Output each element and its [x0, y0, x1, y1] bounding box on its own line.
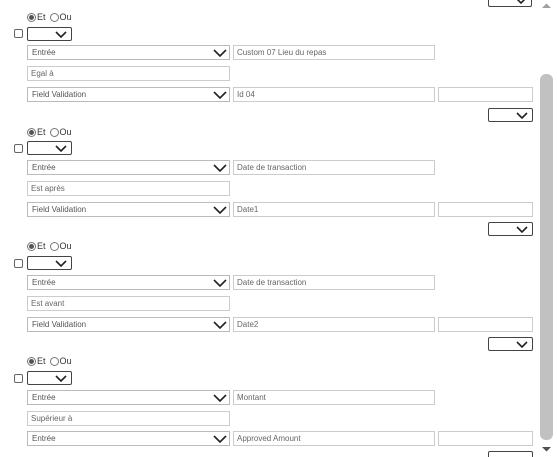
- action-select[interactable]: [488, 337, 533, 351]
- condition-value: Supérieur à: [31, 414, 73, 423]
- row-checkbox[interactable]: [14, 144, 23, 153]
- source-select-value: Entrée: [32, 393, 56, 402]
- condition-field[interactable]: [27, 66, 230, 81]
- scroll-down-arrow-icon[interactable]: [540, 446, 553, 453]
- scrollbar-thumb[interactable]: [540, 74, 553, 440]
- field-input[interactable]: [233, 390, 435, 405]
- source-select-value: Entrée: [32, 48, 56, 57]
- radio-et-label: Et: [37, 356, 46, 366]
- operator-select[interactable]: [27, 141, 72, 155]
- compare-source-select[interactable]: [27, 87, 230, 102]
- action-select[interactable]: [488, 108, 533, 122]
- radio-et-label: Et: [37, 12, 46, 22]
- source-select[interactable]: [27, 45, 230, 60]
- compare-value: Date1: [237, 205, 259, 214]
- field-input[interactable]: [233, 160, 435, 175]
- radio-ou[interactable]: [50, 13, 59, 22]
- radio-ou[interactable]: [50, 242, 59, 251]
- source-select[interactable]: [27, 275, 230, 290]
- extra-input[interactable]: [438, 317, 533, 332]
- compare-value-input[interactable]: [233, 87, 435, 102]
- row-checkbox[interactable]: [14, 374, 23, 383]
- extra-input[interactable]: [438, 431, 533, 446]
- extra-input[interactable]: [438, 202, 533, 217]
- chevron-down-icon: [55, 375, 67, 382]
- operator-radio-group: [27, 126, 76, 138]
- chevron-down-icon: [515, 0, 527, 4]
- condition-field[interactable]: [27, 296, 230, 311]
- condition-field[interactable]: [27, 411, 230, 426]
- radio-ou[interactable]: [50, 357, 59, 366]
- radio-et[interactable]: [27, 357, 36, 366]
- top-dropdown[interactable]: [488, 0, 532, 7]
- source-select-value: Entrée: [32, 163, 56, 172]
- radio-et[interactable]: [27, 242, 36, 251]
- operator-select[interactable]: [27, 256, 72, 270]
- chevron-down-icon: [516, 341, 528, 348]
- operator-select[interactable]: [27, 371, 72, 385]
- chevron-down-icon: [213, 91, 227, 99]
- chevron-down-icon: [213, 279, 227, 287]
- chevron-down-icon: [516, 226, 528, 233]
- condition-field[interactable]: [27, 181, 230, 196]
- scroll-up-arrow-icon[interactable]: [540, 2, 553, 9]
- radio-ou-label: Ou: [59, 127, 72, 137]
- operator-select[interactable]: [27, 27, 72, 41]
- operator-radio-group: [27, 240, 76, 252]
- compare-value: Id 04: [237, 90, 255, 99]
- chevron-down-icon: [55, 260, 67, 267]
- condition-value: Est après: [31, 184, 65, 193]
- condition-value: Egal à: [31, 69, 54, 78]
- operator-radio-group: [27, 11, 76, 23]
- operator-radio-group: [27, 355, 76, 367]
- chevron-down-icon: [213, 164, 227, 172]
- compare-source-value: Field Validation: [32, 205, 87, 214]
- field-input[interactable]: [233, 275, 435, 290]
- condition-value: Est avant: [31, 299, 65, 308]
- radio-ou-label: Ou: [59, 356, 72, 366]
- radio-et[interactable]: [27, 128, 36, 137]
- compare-value: Date2: [237, 320, 259, 329]
- radio-et-label: Et: [37, 241, 46, 251]
- field-input-value: Date de transaction: [237, 163, 307, 172]
- radio-et-label: Et: [37, 127, 46, 137]
- row-checkbox[interactable]: [14, 259, 23, 268]
- source-select[interactable]: [27, 390, 230, 405]
- compare-source-select[interactable]: [27, 202, 230, 217]
- radio-et[interactable]: [27, 13, 36, 22]
- compare-value-input[interactable]: [233, 317, 435, 332]
- field-input-value: Montant: [237, 393, 266, 402]
- chevron-down-icon: [55, 31, 67, 38]
- compare-source-value: Field Validation: [32, 90, 87, 99]
- radio-ou[interactable]: [50, 128, 59, 137]
- chevron-down-icon: [213, 206, 227, 214]
- chevron-down-icon: [213, 321, 227, 329]
- field-input-value: Custom 07 Lieu du repas: [237, 48, 327, 57]
- extra-input[interactable]: [438, 87, 533, 102]
- compare-source-value: Field Validation: [32, 320, 87, 329]
- chevron-down-icon: [213, 435, 227, 443]
- action-select[interactable]: [488, 222, 533, 236]
- field-input-value: Date de transaction: [237, 278, 307, 287]
- source-select-value: Entrée: [32, 278, 56, 287]
- chevron-down-icon: [516, 112, 528, 119]
- radio-ou-label: Ou: [59, 241, 72, 251]
- compare-value-input[interactable]: [233, 202, 435, 217]
- source-select[interactable]: [27, 160, 230, 175]
- compare-source-select[interactable]: [27, 317, 230, 332]
- compare-value-input[interactable]: [233, 431, 435, 446]
- compare-value: Approved Amount: [237, 434, 301, 443]
- compare-source-select[interactable]: [27, 431, 230, 446]
- chevron-down-icon: [55, 145, 67, 152]
- compare-source-value: Entrée: [32, 434, 56, 443]
- chevron-down-icon: [213, 394, 227, 402]
- chevron-down-icon: [213, 49, 227, 57]
- radio-ou-label: Ou: [59, 12, 72, 22]
- action-select[interactable]: [488, 451, 533, 457]
- row-checkbox[interactable]: [14, 29, 23, 38]
- field-input[interactable]: [233, 45, 435, 60]
